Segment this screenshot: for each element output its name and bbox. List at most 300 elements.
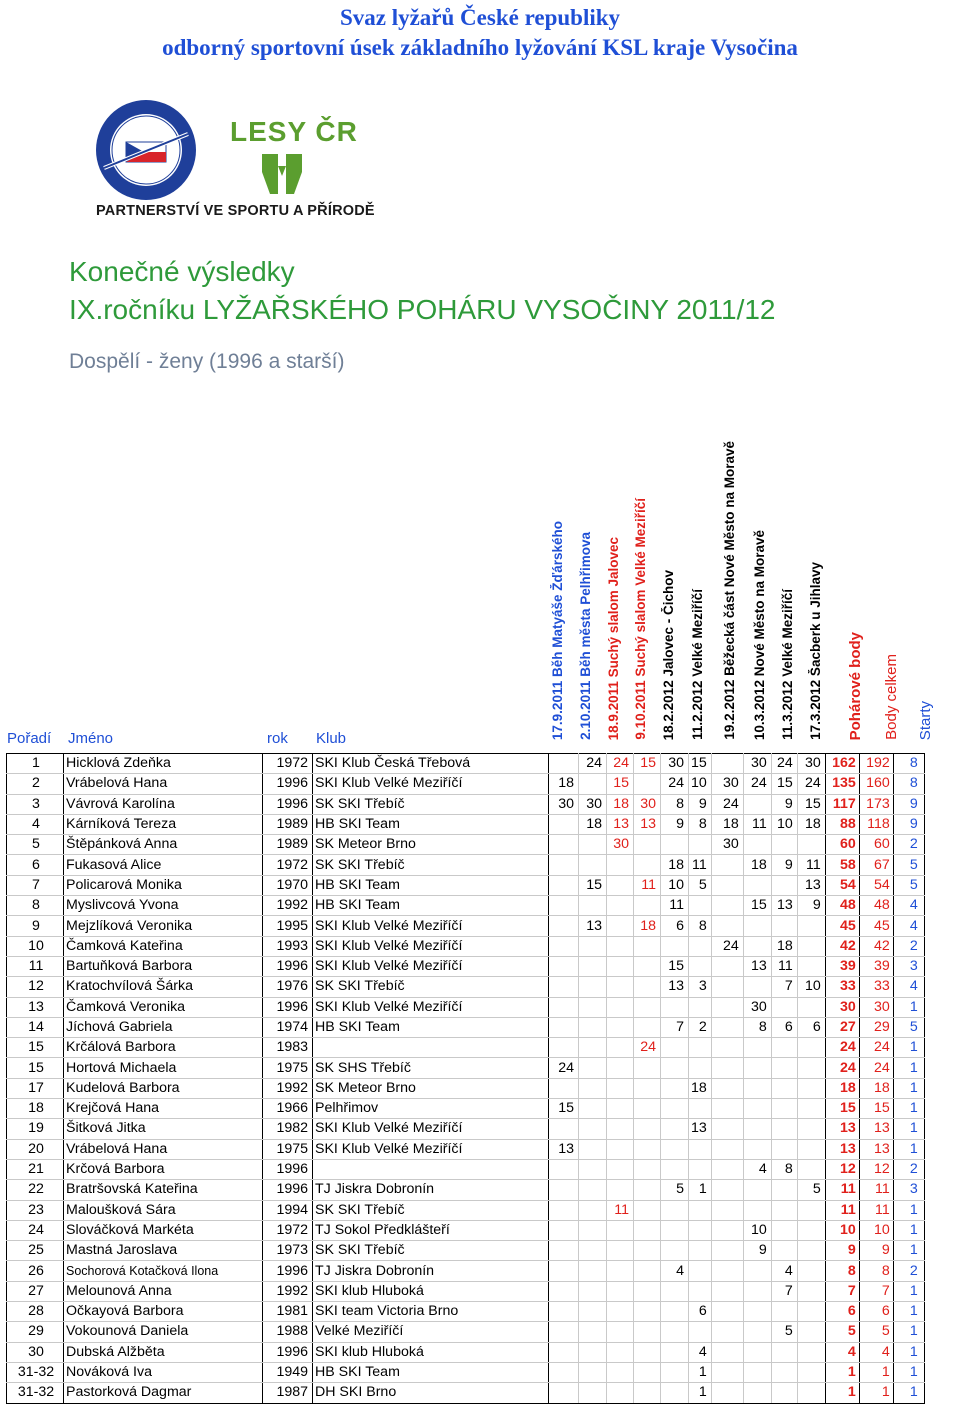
- cell-starts: 3: [893, 956, 924, 976]
- cell-rank: 28: [7, 1302, 64, 1322]
- cell-race-6: [689, 936, 712, 956]
- cell-race-6: 8: [689, 814, 712, 834]
- cell-race-3: [607, 896, 634, 916]
- cell-year: 1976: [263, 977, 313, 997]
- cell-club: HB SKI Team: [313, 1362, 549, 1382]
- cell-rank: 9: [7, 916, 64, 936]
- cell-club: SK Meteor Brno: [313, 835, 549, 855]
- cell-rank: 2: [7, 774, 64, 794]
- cell-total-points: 48: [859, 896, 893, 916]
- cell-starts: 2: [893, 835, 924, 855]
- cell-year: 1973: [263, 1241, 313, 1261]
- race-header-4: 9.10.2011 Suchý slalom Velké Meziříčí: [633, 498, 648, 740]
- cell-race-2: [579, 1099, 607, 1119]
- cell-race-1: [549, 1342, 579, 1362]
- cell-race-6: [689, 1241, 712, 1261]
- cell-total-points: 173: [859, 794, 893, 814]
- results-title: Konečné výsledky: [69, 256, 295, 287]
- cell-race-7: [711, 1119, 743, 1139]
- cell-total-points: 60: [859, 835, 893, 855]
- cell-race-3: [607, 855, 634, 875]
- table-row: [7, 1139, 925, 1159]
- cell-race-2: [579, 1017, 607, 1037]
- cell-race-4: [634, 1180, 661, 1200]
- cell-year: 1949: [263, 1362, 313, 1382]
- cell-rank: 8: [7, 896, 64, 916]
- section-name: odborný sportovní úsek základního lyžování KSL kraje Vysočina: [162, 35, 798, 60]
- race-header-5: 18.2.2012 Jalovec - Čichov: [661, 569, 676, 740]
- table-row: [7, 896, 925, 916]
- table-row: [7, 977, 925, 997]
- cell-race-1: [549, 896, 579, 916]
- table-row: [7, 1119, 925, 1139]
- cell-name: Slováčková Markéta: [64, 1220, 263, 1240]
- cell-race-4: [634, 1281, 661, 1301]
- results-table: [6, 753, 925, 1404]
- cell-race-2: [579, 1159, 607, 1179]
- cell-cup-points: 162: [825, 754, 859, 774]
- cell-rank: 29: [7, 1322, 64, 1342]
- cell-race-8: 13: [743, 956, 771, 976]
- cell-race-5: [661, 1342, 689, 1362]
- cell-club: Velké Meziříčí: [313, 1322, 549, 1342]
- table-row: [7, 956, 925, 976]
- cell-year: 1989: [263, 835, 313, 855]
- cell-club: SKI Klub Velké Meziříčí: [313, 1139, 549, 1159]
- cell-cup-points: 15: [825, 1099, 859, 1119]
- cell-race-7: [711, 855, 743, 875]
- cell-race-2: [579, 1342, 607, 1362]
- cell-rank: 26: [7, 1261, 64, 1281]
- cell-name: Mastná Jaroslava: [64, 1241, 263, 1261]
- cell-race-10: [797, 1362, 825, 1382]
- cell-race-9: [771, 1362, 797, 1382]
- cell-race-2: 13: [579, 916, 607, 936]
- cell-race-6: 1: [689, 1180, 712, 1200]
- cell-starts: 1: [893, 1362, 924, 1382]
- race-header-7: 19.2.2012 Běžecká část Nové Město na Moravě: [722, 441, 737, 740]
- cell-starts: 1: [893, 1241, 924, 1261]
- cell-name: Krčálová Barbora: [64, 1038, 263, 1058]
- cell-starts: 9: [893, 794, 924, 814]
- cell-race-1: [549, 814, 579, 834]
- cell-race-2: 30: [579, 794, 607, 814]
- cell-race-8: 8: [743, 1017, 771, 1037]
- cell-race-9: 10: [771, 814, 797, 834]
- cell-race-9: 9: [771, 855, 797, 875]
- table-row: [7, 1362, 925, 1382]
- cell-race-4: [634, 977, 661, 997]
- cell-race-10: [797, 1078, 825, 1098]
- cell-race-8: [743, 794, 771, 814]
- cell-race-6: [689, 896, 712, 916]
- cell-race-7: [711, 1383, 743, 1403]
- lesy-cr-logo-text: LESY ČR: [230, 116, 358, 147]
- cell-race-10: 10: [797, 977, 825, 997]
- cell-race-5: 24: [661, 774, 689, 794]
- cell-race-7: [711, 1362, 743, 1382]
- cell-name: Čamková Kateřina: [64, 936, 263, 956]
- cell-race-1: [549, 1322, 579, 1342]
- cell-starts: 1: [893, 1383, 924, 1403]
- cell-race-6: [689, 1220, 712, 1240]
- cell-race-2: [579, 835, 607, 855]
- cell-club: HB SKI Team: [313, 1017, 549, 1037]
- cell-club: SK SHS Třebíč: [313, 1058, 549, 1078]
- table-row: [7, 1220, 925, 1240]
- cell-race-8: [743, 1078, 771, 1098]
- cell-year: 1989: [263, 814, 313, 834]
- table-row: [7, 1038, 925, 1058]
- cell-race-2: [579, 855, 607, 875]
- cell-name: Bratršovská Kateřina: [64, 1180, 263, 1200]
- cell-race-8: [743, 1180, 771, 1200]
- cell-race-4: [634, 1099, 661, 1119]
- cell-race-5: 13: [661, 977, 689, 997]
- cell-cup-points: 48: [825, 896, 859, 916]
- cell-race-4: [634, 1261, 661, 1281]
- cell-year: 1992: [263, 1078, 313, 1098]
- cell-race-6: [689, 997, 712, 1017]
- cell-club: SKI Klub Velké Meziříčí: [313, 997, 549, 1017]
- cell-starts: 1: [893, 1119, 924, 1139]
- cell-race-1: [549, 1281, 579, 1301]
- cell-starts: 3: [893, 1180, 924, 1200]
- cell-race-7: [711, 896, 743, 916]
- cell-name: Krejčová Hana: [64, 1099, 263, 1119]
- cell-total-points: 11: [859, 1180, 893, 1200]
- table-row: [7, 794, 925, 814]
- table-row: [7, 774, 925, 794]
- cell-race-7: 30: [711, 774, 743, 794]
- cell-total-points: 10: [859, 1220, 893, 1240]
- table-row: [7, 1099, 925, 1119]
- cell-rank: 22: [7, 1180, 64, 1200]
- cell-race-3: 15: [607, 774, 634, 794]
- cell-name: Vrábelová Hana: [64, 774, 263, 794]
- cell-rank: 15: [7, 1038, 64, 1058]
- race-header-6: 11.2.2012 Velké Meziříčí: [690, 589, 705, 740]
- cell-race-2: [579, 997, 607, 1017]
- table-row: [7, 1261, 925, 1281]
- cell-race-2: [579, 1200, 607, 1220]
- cell-race-2: 18: [579, 814, 607, 834]
- cell-race-5: [661, 1078, 689, 1098]
- cell-race-2: 24: [579, 754, 607, 774]
- col-header-cup-points: Pohárové body: [847, 631, 864, 740]
- cell-race-8: 30: [743, 754, 771, 774]
- cell-year: 1987: [263, 1383, 313, 1403]
- cell-race-10: [797, 835, 825, 855]
- cell-race-10: 9: [797, 896, 825, 916]
- cell-rank: 18: [7, 1099, 64, 1119]
- cell-name: Mejzlíková Veronika: [64, 916, 263, 936]
- cell-race-1: [549, 956, 579, 976]
- cell-race-8: [743, 1038, 771, 1058]
- cell-race-5: 9: [661, 814, 689, 834]
- table-row: [7, 1078, 925, 1098]
- cell-name: Hortová Michaela: [64, 1058, 263, 1078]
- cell-year: 1981: [263, 1302, 313, 1322]
- cell-race-5: [661, 1322, 689, 1342]
- cell-cup-points: 18: [825, 1078, 859, 1098]
- cell-race-9: [771, 1200, 797, 1220]
- table-row: [7, 1017, 925, 1037]
- cell-race-6: 18: [689, 1078, 712, 1098]
- cell-year: 1988: [263, 1322, 313, 1342]
- cell-race-7: [711, 1099, 743, 1119]
- cell-race-8: [743, 977, 771, 997]
- cell-race-8: [743, 1139, 771, 1159]
- cell-race-9: 13: [771, 896, 797, 916]
- cell-race-8: [743, 1302, 771, 1322]
- cell-starts: 4: [893, 977, 924, 997]
- cell-race-5: 4: [661, 1261, 689, 1281]
- cell-race-3: [607, 1099, 634, 1119]
- cell-race-1: 24: [549, 1058, 579, 1078]
- cell-race-8: [743, 1383, 771, 1403]
- cell-race-2: [579, 1362, 607, 1382]
- cell-race-9: [771, 1078, 797, 1098]
- cell-race-4: [634, 1139, 661, 1159]
- cell-year: 1972: [263, 1220, 313, 1240]
- cell-race-7: [711, 916, 743, 936]
- cell-club: SK SKI Třebíč: [313, 855, 549, 875]
- cell-race-7: 30: [711, 835, 743, 855]
- cell-race-5: [661, 1281, 689, 1301]
- cell-race-6: [689, 1322, 712, 1342]
- cell-race-9: 11: [771, 956, 797, 976]
- cell-race-8: [743, 1322, 771, 1342]
- cell-starts: 2: [893, 936, 924, 956]
- cell-race-8: [743, 1099, 771, 1119]
- cell-year: 1983: [263, 1038, 313, 1058]
- cell-race-1: [549, 1180, 579, 1200]
- cell-cup-points: 10: [825, 1220, 859, 1240]
- cell-name: Maloušková Sára: [64, 1200, 263, 1220]
- cell-race-9: [771, 1302, 797, 1322]
- cell-race-5: [661, 1302, 689, 1322]
- table-row: [7, 1302, 925, 1322]
- cell-club: SKI Klub Velké Meziříčí: [313, 774, 549, 794]
- cell-cup-points: 42: [825, 936, 859, 956]
- cell-total-points: 18: [859, 1078, 893, 1098]
- cell-race-7: [711, 1342, 743, 1362]
- cell-race-5: [661, 1220, 689, 1240]
- cell-total-points: 30: [859, 997, 893, 1017]
- cell-club: SKI Klub Velké Meziříčí: [313, 956, 549, 976]
- cell-rank: 6: [7, 855, 64, 875]
- cell-total-points: 29: [859, 1017, 893, 1037]
- cell-race-4: [634, 936, 661, 956]
- cell-race-2: [579, 1383, 607, 1403]
- cell-total-points: 118: [859, 814, 893, 834]
- cell-race-6: [689, 1159, 712, 1179]
- cell-rank: 7: [7, 875, 64, 895]
- cell-rank: 4: [7, 814, 64, 834]
- cell-race-6: 6: [689, 1302, 712, 1322]
- cell-total-points: 39: [859, 956, 893, 976]
- cell-race-3: 30: [607, 835, 634, 855]
- lesy-cr-tree-icon: [252, 152, 312, 196]
- cell-race-7: [711, 1038, 743, 1058]
- cell-starts: 2: [893, 1261, 924, 1281]
- cell-race-5: [661, 1038, 689, 1058]
- cell-total-points: 11: [859, 1200, 893, 1220]
- cell-race-5: [661, 1241, 689, 1261]
- cell-race-1: [549, 1200, 579, 1220]
- cell-starts: 1: [893, 1342, 924, 1362]
- cell-cup-points: 45: [825, 916, 859, 936]
- cell-total-points: 67: [859, 855, 893, 875]
- cell-year: 1972: [263, 754, 313, 774]
- cell-race-8: [743, 1342, 771, 1362]
- cell-total-points: 24: [859, 1038, 893, 1058]
- cell-year: 1992: [263, 1281, 313, 1301]
- cell-race-9: 9: [771, 794, 797, 814]
- cell-race-10: [797, 1220, 825, 1240]
- cell-race-3: [607, 1261, 634, 1281]
- cell-race-3: [607, 1362, 634, 1382]
- cell-race-5: [661, 1200, 689, 1220]
- cell-cup-points: 58: [825, 855, 859, 875]
- cell-race-6: 10: [689, 774, 712, 794]
- cell-race-1: [549, 1119, 579, 1139]
- cell-race-10: [797, 1342, 825, 1362]
- cell-club: TJ Jiskra Dobronín: [313, 1180, 549, 1200]
- cell-race-1: [549, 1362, 579, 1382]
- cell-starts: 1: [893, 1099, 924, 1119]
- cell-club: Pelhřimov: [313, 1099, 549, 1119]
- cell-name: Myslivcová Yvona: [64, 896, 263, 916]
- cell-race-6: [689, 1058, 712, 1078]
- cell-race-2: [579, 1241, 607, 1261]
- cell-race-5: 6: [661, 916, 689, 936]
- cell-race-5: [661, 1058, 689, 1078]
- cell-race-1: [549, 1383, 579, 1403]
- cell-cup-points: 27: [825, 1017, 859, 1037]
- cell-race-6: [689, 835, 712, 855]
- cell-club: DH SKI Brno: [313, 1383, 549, 1403]
- cell-race-2: [579, 1180, 607, 1200]
- cell-rank: 21: [7, 1159, 64, 1179]
- cell-race-4: [634, 774, 661, 794]
- cell-race-3: [607, 875, 634, 895]
- cell-race-1: [549, 916, 579, 936]
- cell-race-7: [711, 1078, 743, 1098]
- cell-race-10: 11: [797, 855, 825, 875]
- cell-race-10: 18: [797, 814, 825, 834]
- cell-race-4: [634, 1017, 661, 1037]
- cell-race-3: [607, 936, 634, 956]
- cell-name: Kárníková Tereza: [64, 814, 263, 834]
- cell-race-4: [634, 1302, 661, 1322]
- cell-race-5: [661, 997, 689, 1017]
- cell-race-6: 5: [689, 875, 712, 895]
- cell-cup-points: 1: [825, 1383, 859, 1403]
- cell-club: SKI team Victoria Brno: [313, 1302, 549, 1322]
- table-row: [7, 1342, 925, 1362]
- cell-race-8: 24: [743, 774, 771, 794]
- cell-race-3: [607, 1180, 634, 1200]
- cell-starts: 5: [893, 855, 924, 875]
- cell-race-2: [579, 774, 607, 794]
- cell-cup-points: 88: [825, 814, 859, 834]
- cell-race-3: [607, 1383, 634, 1403]
- cell-race-3: [607, 916, 634, 936]
- cell-club: SKI Klub Velké Meziříčí: [313, 936, 549, 956]
- cell-name: Štěpánková Anna: [64, 835, 263, 855]
- cell-race-3: 11: [607, 1200, 634, 1220]
- cell-race-9: 7: [771, 977, 797, 997]
- cell-race-4: [634, 1078, 661, 1098]
- cell-cup-points: 117: [825, 794, 859, 814]
- cell-name: Kudelová Barbora: [64, 1078, 263, 1098]
- cell-race-9: [771, 875, 797, 895]
- cell-race-6: 2: [689, 1017, 712, 1037]
- cell-total-points: 24: [859, 1058, 893, 1078]
- cell-race-1: [549, 875, 579, 895]
- cell-race-10: 24: [797, 774, 825, 794]
- cell-race-4: 11: [634, 875, 661, 895]
- cell-race-9: [771, 1220, 797, 1240]
- col-header-rank: Pořadí: [7, 730, 52, 747]
- cell-starts: 1: [893, 1302, 924, 1322]
- cell-race-3: [607, 1038, 634, 1058]
- cell-race-8: [743, 1058, 771, 1078]
- cell-cup-points: 6: [825, 1302, 859, 1322]
- cell-year: 1972: [263, 855, 313, 875]
- cell-race-3: [607, 997, 634, 1017]
- cell-starts: 1: [893, 1220, 924, 1240]
- cell-cup-points: 8: [825, 1261, 859, 1281]
- cell-starts: 8: [893, 754, 924, 774]
- cell-race-4: 18: [634, 916, 661, 936]
- cell-race-9: [771, 1119, 797, 1139]
- cell-race-6: 4: [689, 1342, 712, 1362]
- cell-name: Policarová Monika: [64, 875, 263, 895]
- cell-race-8: 18: [743, 855, 771, 875]
- cell-race-3: [607, 1322, 634, 1342]
- cell-race-2: [579, 1302, 607, 1322]
- cell-race-8: 15: [743, 896, 771, 916]
- cell-cup-points: 33: [825, 977, 859, 997]
- cell-club: SKI Klub Velké Meziříčí: [313, 1119, 549, 1139]
- cell-race-7: [711, 977, 743, 997]
- cell-race-4: [634, 1322, 661, 1342]
- cell-name: Hicklová Zdeňka: [64, 754, 263, 774]
- table-row: [7, 1322, 925, 1342]
- cell-year: 1966: [263, 1099, 313, 1119]
- cell-race-9: [771, 1038, 797, 1058]
- cell-club: SKI Klub Česká Třebová: [313, 754, 549, 774]
- cell-starts: 1: [893, 1200, 924, 1220]
- cell-year: 1996: [263, 997, 313, 1017]
- cell-name: Vokounová Daniela: [64, 1322, 263, 1342]
- cell-race-1: [549, 1241, 579, 1261]
- cell-rank: 19: [7, 1119, 64, 1139]
- cell-year: 1996: [263, 794, 313, 814]
- cell-race-3: [607, 1159, 634, 1179]
- cell-total-points: 4: [859, 1342, 893, 1362]
- cell-total-points: 5: [859, 1322, 893, 1342]
- cell-race-10: [797, 1281, 825, 1301]
- cell-race-9: [771, 1342, 797, 1362]
- cell-race-4: [634, 1119, 661, 1139]
- cell-race-10: [797, 1038, 825, 1058]
- cell-race-2: [579, 1281, 607, 1301]
- cell-race-4: [634, 1159, 661, 1179]
